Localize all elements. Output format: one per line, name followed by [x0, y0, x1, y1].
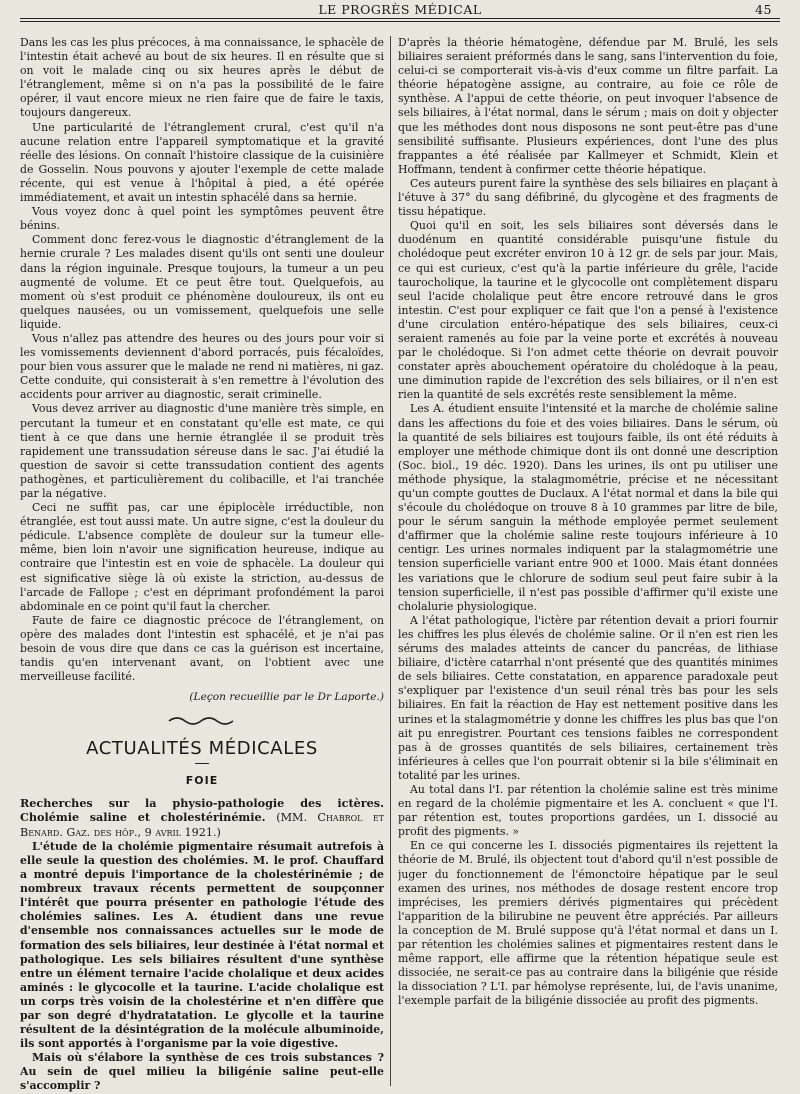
paragraph: D'après la théorie hématogène, défendue par M. Brulé, les sels biliaires seraient préformés dans le sang, sans l'intervention du foie, celui-ci se comporterait vis-à-vis d'eux comme un filtre parfait. La théorie hépatogène assigne, au contraire, au foie ce rôle de synthèse. A l'appui de cette théorie, on peut invoquer l'absence de sels biliaires, à l'état normal, dans le sérum ; mais on doit y objecter que les méthodes dont nous disposons ne sont peut-être pas d'une sensibilité suffisante. Plusieurs expériences, dont l'une des plus frappantes a été réalisée par Kallmeyer et Schmidt, Klein et Hoffmann, tendent à confirmer cette théorie hépatique.: [398, 36, 778, 176]
paragraph: Vous devez arriver au diagnostic d'une manière très simple, en percutant la tumeur et en constatant qu'elle est mate, ce qui tient à ce que dans une hernie étranglée il se produit très rapidement une transsudation séreuse dans le sac. J'ai étudié la question de savoir si cette transsudation contient des agents pathogènes, et particulièrement du colibacille, et l'ai tranchée par la négative.: [20, 402, 384, 500]
ornament-divider: [20, 714, 384, 728]
paragraph: A l'état pathologique, l'ictère par rétention devait a priori fournir les chiffres les plus élevés de cholémie saline. Or il n'en est rien les sérums des malades atteints de cancer du pancréas, de lithiase biliaire, d'ictère catarrhal n'ont présenté que des quantités minimes de sels biliaires. Cette constatation, en apparence paradoxale peut s'expliquer par l'existence d'un seuil rénal très bas pour les sels biliaires. En fait la réaction de Hay est nettement positive dans les urines et la stalagmométrie y donne les chiffres les plus bas que l'on ait pu enregistrer. Pourtant ces tensions faibles ne correspondent pas à de grosses quantités de sels biliaires, certainement très inférieures à celles que l'on pourrait obtenir si la bile s'éliminait en totalité par les urines.: [398, 613, 778, 782]
article-title: [20, 796, 384, 840]
paragraph: Faute de faire ce diagnostic précoce de l'étranglement, on opère des malades dont l'intestin est sphacélé, et je n'ai pas besoin de vous dire que dans ce cas la guérison est incertaine, tandis qu'en intervenant avant, on l'obtient avec une merveilleuse facilité.: [20, 613, 384, 684]
article-title-text: Recherches sur la physio-pathologie des ictères. Cholémie saline et cholestérinémie.: [20, 795, 384, 824]
header-rule: [20, 18, 780, 22]
article-paragraph: L'étude de la cholémie pigmentaire résumait autrefois à elle seule la question des cholémies. M. le prof. Chauffard a montré depuis l'importance de la cholestérinémie ; de nombreux travaux récents permettent de soupçonner l'intérêt que pourra présenter en pathologie l'étude des cholémies salines. Les A. étudient dans une revue d'ensemble nos connaissances actuelles sur le mode de formation des sels biliaires, leur destinée à l'état normal et pathologique. Les sels biliaires résultent d'une synthèse entre un élément ternaire l'acide cholalique et deux acides aminés : le glycocolle et la taurine. L'acide cholalique est un corps très voisin de la cholestérine et n'en diffère que par son degré d'hydratatation. Le glycolle et la taurine résultent de la désintégration de la molécule albuminoide, ils sont apportés à l'organisme par la voie digestive.: [20, 839, 384, 1051]
page-number: 45: [755, 2, 772, 17]
paragraph: En ce qui concerne les I. dissociés pigmentaires ils rejettent la théorie de M. Brulé, ils objectent tout d'abord qu'il n'est possible de juger du fonctionnement de l'émonctoire hépatique par le seul examen des urines, nos méthodes de dosage restent encore trop imprécises, les premiers dérivés pigmentaires qui précèdent l'apparition de la bilirubine ne peuvent être appréciés. Par ailleurs la conception de M. Brulé suppose qu'à l'état normal et dans un I. par rétention les cholémies salines et pigmentaires restent dans le même rapport, elle affirme que la rétention hépatique seule est dissociée, ne serait-ce pas au contraire dans la biligénie que réside la dissociation ? L'I. par hémolyse représente, lui, de l'avis unanime, l'exemple parfait de la biligénie dissociée au profit des pigments.: [398, 839, 778, 1008]
signature: (Leçon recueillie par le Dr Laporte.): [189, 691, 384, 704]
paragraph: Ceci ne suffit pas, car une épiplocèle irréductible, non étranglée, est tout aussi mate. Un autre signe, c'est la douleur du pédicule. L'absence complète de douleur sur la tumeur elle-même, bien loin n'avoir une signification heureuse, indique au contraire que l'intestin est en voie de sphacèle. La douleur qui est significative siège là où existe la striction, au-dessus de l'arcade de Fallope ; c'est en déprimant profondément la paroi abdominale en ce point qu'il faut la chercher.: [20, 501, 384, 613]
ornament-icon: [167, 714, 237, 728]
page-header: [20, 0, 780, 18]
left-column: [20, 36, 384, 1094]
article-authors: (MM. Chabrol et Benard. Gaz. des hôp., 9 avril 1921.): [20, 810, 384, 839]
right-column: [398, 36, 778, 1008]
journal-title: LE PROGRÈS MÉDICAL: [318, 2, 482, 17]
paragraph: Dans les cas les plus précoces, à ma connaissance, le sphacèle de l'intestin était achevé au bout de six heures. Il en résulte que si on voit le malade cinq ou six heures après le début de l'étranglement, même si on n'a pas la possibilité de le faire opérer, il vaut encore mieux ne rien faire que de faire le taxis, toujours dangereux.: [20, 36, 384, 120]
paragraph: Vous voyez donc à quel point les symptômes peuvent être bénins.: [20, 205, 384, 233]
paragraph: Vous n'allez pas attendre des heures ou des jours pour voir si les vomissements deviennent d'abord porracés, puis fécaloïdes, pour bien vous assurer que le malade ne rend ni matières, ni gaz. Cette conduite, qui consisterait à s'en remettre à l'évolution des accidents pour arriver au diagnostic, serait criminelle.: [20, 331, 384, 402]
article-paragraph: Mais où s'élabore la synthèse de ces trois substances ? Au sein de quel milieu la biligénie saline peut-elle s'accomplir ?: [20, 1051, 384, 1093]
section-heading: ACTUALITÉS MÉDICALES: [86, 738, 318, 760]
paragraph: Une particularité de l'étranglement crural, c'est qu'il n'a aucune relation entre l'appareil symptomatique et la gravité réelle des lésions. On connaît l'histoire classique de la cuisinière de Gosselin. Nous pouvons y ajouter l'exemple de cette malade récente, qui est venue à l'hôpital à pied, a été opérée immédiatement, et avait un intestin sphacélé dans sa hernie.: [20, 120, 384, 205]
subheading: FOIE: [185, 773, 219, 787]
paragraph: Les A. étudient ensuite l'intensité et la marche de cholémie saline dans les affections du foie et des voies biliaires. Dans le sérum, où la quantité de sels biliaires est toujours faible, ils ont été réduits à employer une méthode chimique dont ils ont donné une description (Soc. biol., 19 déc. 1920). Dans les urines, ils ont pu utiliser une méthode physique, la stalagmométrie, précise et ne nécessitant qu'un compte gouttes de Duclaux. A l'état normal et dans la bile qui s'écoule du cholédoque on trouve 8 à 10 grammes par litre de bile, pour le sérum sanguin la méthode employée permet seulement d'affirmer que la cholémie saline reste toujours inférieure à 10 centigr. Les urines normales indiquent par la stalagmométrie une tension superficielle variant entre 900 et 1000. Mais étant données les variations que le chlorure de sodium seul peut faire subir à la tension superficielle, il n'est pas possible d'affirmer qu'il existe une cholalurie physiologique.: [398, 402, 778, 613]
paragraph: Au total dans l'I. par rétention la cholémie saline est très minime en regard de la cholémie pigmentaire et les A. concluent « que l'I. par rétention est, toutes proportions gardées, un I. dissocié au profit des pigments. »: [398, 782, 778, 839]
short-rule: [195, 763, 209, 764]
paragraph: Ces auteurs purent faire la synthèse des sels biliaires en plaçant à l'étuve à 37° du sang défibriné, du glycogène et des fragments de tissu hépatique.: [398, 176, 778, 219]
paragraph: Quoi qu'il en soit, les sels biliaires sont déversés dans le duodénum en quantité considérable puisqu'une fistule du cholédoque peut excréter environ 10 à 12 gr. de sels par jour. Mais, ce qui est curieux, c'est qu'à la partie inférieure du grêle, l'acide taurocholique, la taurine et le glycocolle ont complètement disparu seul l'acide cholalique peut être encore retrouvé dans le gros intestin. C'est pour expliquer ce fait que l'on a pensé à l'existence d'une circulation entéro-hépatique des sels biliaires, ceux-ci seraient ramenés au foie par la veine porte et excrétés à nouveau par le cholédoque. Si l'on admet cette théorie on devrait pouvoir constater après abouchement opératoire du cholédoque à la peau, une diminution rapide de l'excrétion des sels biliaires, or il n'en est rien la quantité de sels excrétés reste sensiblement la même.: [398, 219, 778, 402]
column-rule: [390, 36, 391, 1086]
paragraph: Comment donc ferez-vous le diagnostic d'étranglement de la hernie crurale ? Les malades disent qu'ils ont senti une douleur dans la région inguinale. Presque toujours, la tumeur a un peu augmenté de volume. Et ce peut être tout. Quelquefois, au moment où s'est produit ce phénomène douloureux, ils ont eu quelques nausées, ou un vomissement, quelquefois une selle liquide.: [20, 233, 384, 331]
